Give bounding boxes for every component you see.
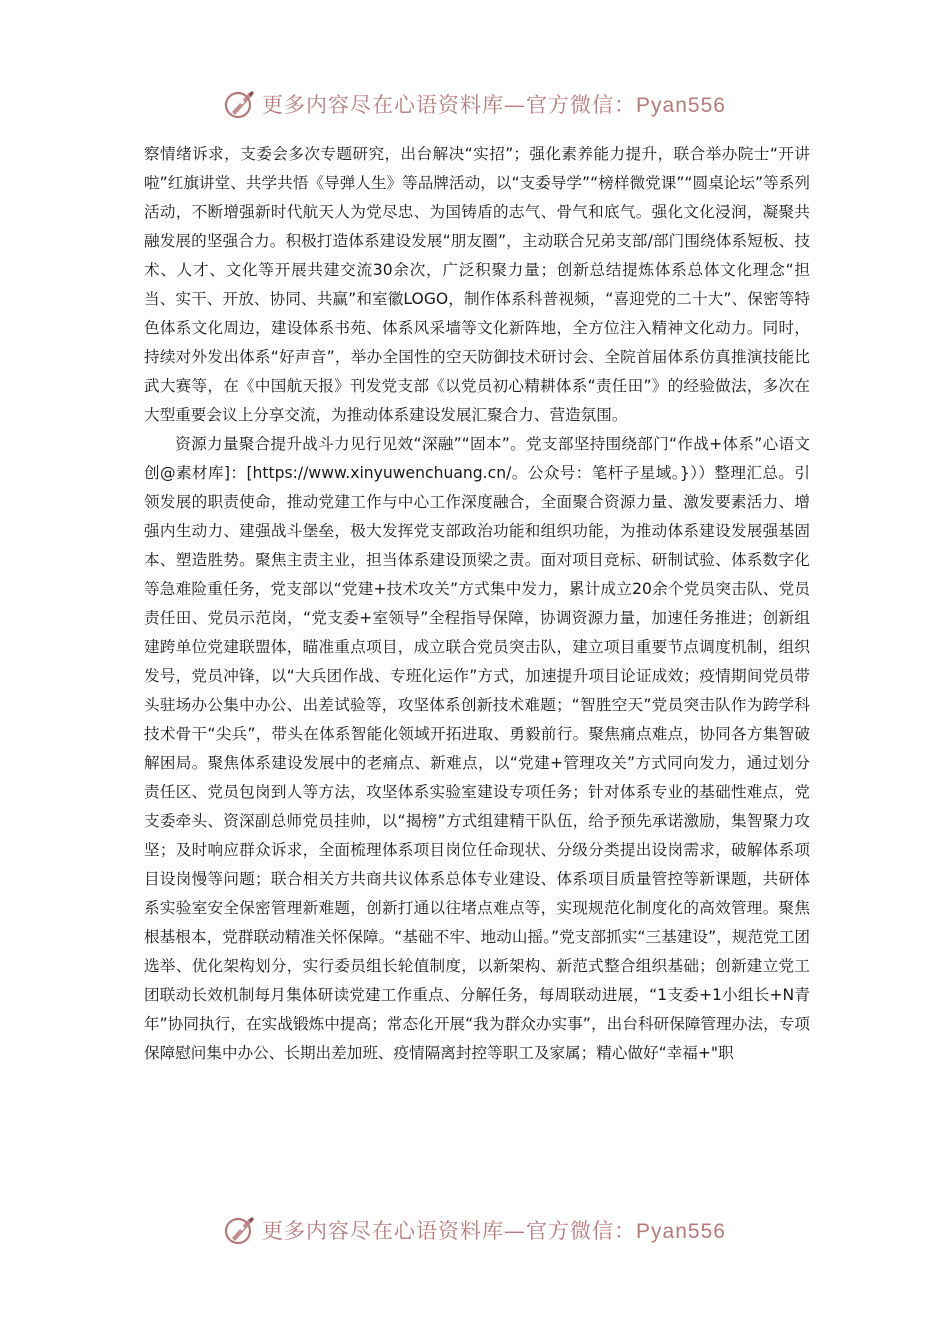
- banner-text: 更多内容尽在心语资料库—官方微信：Pyan556: [262, 93, 726, 117]
- paragraph-1: 察情绪诉求，支委会多次专题研究，出台解决“实招”；强化素养能力提升，联合举办院士“开讲啦”红旗讲堂、共学共悟《导弹人生》等品牌活动，以“支委导学”“榜样微党课”“圆桌论坛”等系列活动，不断增强新时代航天人为党尽忠、为国铸盾的志气、骨气和底气。强化文化浸润，凝聚共融发展的坚强合力。积极打造体系建设发展“朋友圈”，主动联合兄弟支部/部门围绕体系短板、技术、人才、文化等开展共建交流30余次，广泛积聚力量；创新总结提炼体系总体文化理念“担当、实干、开放、协同、共赢”和室徽LOGO，制作体系科普视频，“喜迎党的二十大”、保密等特色体系文化周边，建设体系书苑、体系风采墙等文化新阵地，全方位注入精神文化动力。同时，持续对外发出体系“好声音”，举办全国性的空天防御技术研讨会、全院首届体系仿真推演技能比武大赛等，在《中国航天报》刊发党支部《以党员初心精耕体系“责任田”》的经验做法，多次在大型重要会议上分享交流，为推动体系建设发展汇聚合力、营造氛围。: [144, 145, 810, 424]
- pen-circle-icon: [224, 88, 256, 120]
- header-watermark-banner: [0, 84, 950, 124]
- paragraph-2: 资源力量聚合提升战斗力见行见效“深融”“固本”。党支部坚持围绕部门“作战+体系”心语文创@素材库]：[https://www.xinyuwenchuang.cn/。公众号：笔杆子星域。}））整理汇总。引领发展的职责使命，推动党建工作与中心工作深度融合，全面聚合资源力量、激发要素活力、增强内生动力、建强战斗堡垒，极大发挥党支部政治功能和组织功能，为推动体系建设发展强基固本、塑造胜势。聚焦主责主业，担当体系建设顶梁之责。面对项目竞标、研制试验、体系数字化等急难险重任务，党支部以“党建+技术攻关”方式集中发力，累计成立20余个党员突击队、党员责任田、党员示范岗，“党支委+室领导”全程指导保障，协调资源力量，加速任务推进；创新组建跨单位党建联盟体，瞄准重点项目，成立联合党员突击队，建立项目重要节点调度机制，组织发号，党员冲锋，以“大兵团作战、专班化运作”方式，加速提升项目论证成效；疫情期间党员带头驻场办公集中办公、出差试验等，攻坚体系创新技术难题；“智胜空天”党员突击队作为跨学科技术骨干“尖兵”，带头在体系智能化领域开拓进取、勇毅前行。聚焦痛点难点，协同各方集智破解困局。聚焦体系建设发展中的老痛点、新难点，以“党建+管理攻关”方式同向发力，通过划分责任区、党员包岗到人等方法，攻坚体系实验室建设专项任务；针对体系专业的基础性难点，党支委牵头、资深副总师党员挂帅，以“揭榜”方式组建精干队伍，给予预先承诺激励，集智聚力攻坚；及时响应群众诉求，全面梳理体系项目岗位任命现状、分级分类提出设岗需求，破解体系项目设岗慢等问题；联合相关方共商共议体系总体专业建设、体系项目质量管控等新课题，共研体系实验室安全保密管理新难题，创新打通以往堵点难点等，实现规范化制度化的高效管理。聚焦根基根本，党群联动精准关怀保障。“基础不牢、地动山摇。”党支部抓实“三基建设”，规范党工团选举、优化架构划分，实行委员组长轮值制度，以新架构、新范式整合组织基础；创新建立党工团联动长效机制每月集体研读党建工作重点、分解任务，每周联动进展，“1支委+1小组长+N青年”协同执行，在实战锻炼中提高；常态化开展“我为群众办实事”，出台科研保障管理办法，专项保障慰问集中办公、长期出差加班、疫情隔离封控等职工及家属；精心做好“幸福+"职: [144, 435, 810, 1062]
- footer-watermark-banner: [0, 1210, 950, 1250]
- document-body: [144, 140, 810, 1068]
- pen-circle-icon: [224, 1214, 256, 1246]
- banner-text: 更多内容尽在心语资料库—官方微信：Pyan556: [262, 1219, 726, 1243]
